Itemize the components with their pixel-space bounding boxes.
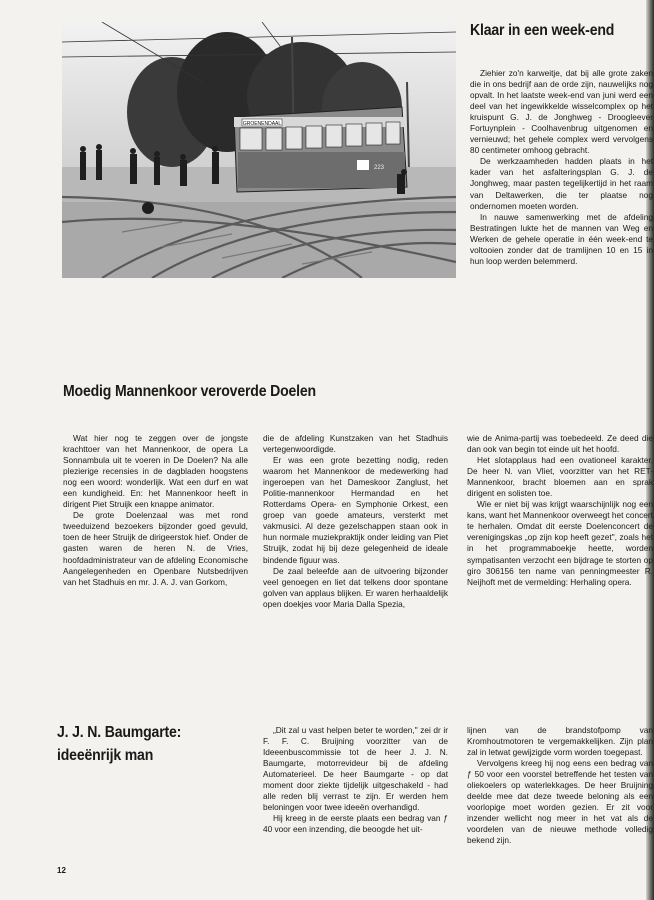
article3-paragraph: Hij kreeg in de eerste plaats een bedrag van ƒ 40 voor een inzending, die beoogde het uit- [263,813,448,835]
page-number: 12 [57,866,66,875]
article3-col1 [263,725,448,835]
article2-paragraph: Het slotapplaus had een ovationeel karakter. De heer N. van Vliet, voorzitter van het RET-Mannenkoor, bracht bloemen aan en sprak dirigent en solisten toe. [467,455,653,499]
article3-paragraph: „Dit zal u vast helpen beter te worden," zei dr ir F. F. C. Bruijning voorzitter van de Ideeenbuscommissie tot de heer J. J. N. Baumgarte, motorrevideur bij de afdeling Automaterieel. De heer Baumgarte - op dat moment door ziekte tijdelijk uitgeschakeld - had alle reden blij verrast te zijn. Er werden hem beloningen voor twee ideeën overhandigd. [263,725,448,813]
article2-paragraph: wie de Anima-partij was toebedeeld. Ze deed die dan ook van begin tot einde uit het hoofd. [467,433,653,455]
article1-title: Klaar in een week-end [470,22,615,39]
tram-photo-image [62,22,456,278]
article2-col2 [263,433,448,610]
tram [234,107,407,192]
article2-title: Moedig Mannenkoor veroverde Doelen [63,383,316,400]
article1-body [470,68,653,267]
article2-paragraph: De grote Doelenzaal was met rond tweeduizend bezoekers bijzonder goed gevuld, toen de heer Struijk de dirigeerstok hief. Onder de gasten waren de heren N. de Vries, hoofdadministrateur van de afdeling Economische Aangelegenheden en Openbare Nutsbedrijven van het Stadhuis en mr. J. A. J. van Gorkom, [63,510,248,587]
tram-number: 223 [374,165,385,171]
article2-col1 [63,433,248,588]
article3-col2 [467,725,653,847]
tram-photo [62,22,456,278]
tram-sign: GROENENDAAL [242,121,282,127]
article2-col3 [467,433,653,588]
article1-paragraph: In nauwe samenwerking met de afdeling Bestratingen lukte het de mannen van Weg en Werken de gehele operatie in één week-end te voltooien zonder dat de tramlijnen 10 en 15 in hun loop werden belemmerd. [470,211,653,266]
article2-paragraph: die de afdeling Kunstzaken van het Stadhuis vertegenwoordigde. [263,433,448,455]
article1-paragraph: De werkzaamheden hadden plaats in het kader van het asfalteringsplan G. J. de Jonghweg, maar pasten tegelijkertijd in het raam van Deltawerken, die ter plaatse nog ondernomen moeten worden. [470,156,653,211]
article2-paragraph: Wat hier nog te zeggen over de jongste krachttoer van het Mannenkoor, de opera La Sonnambula uit te voeren in De Doelen? Na alle plezierige recensies in de dagbladen hoogstens nog een woord: wonderlijk. Wat een durf en wat een kundigheid. En: het Mannenkoor heeft in dirigent Piet Struijk een knappe animator. [63,433,248,510]
article1-paragraph: Ziehier zo'n karweitje, dat bij alle grote zaken die in ons bedrijf aan de orde zijn, nauwelijks nog opvalt. In het laatste week-end van juni werd een deel van het ingewikkelde wisselcomplex op het kruispunt G. J. de Jonghweg - Droogleever Fortuynplein - Coolhavenbrug uitgenomen en vernieuwd; het gehele complex werd vervolgens 80 centimeter omhoog gebracht. [470,68,653,156]
article3-paragraph: Vervolgens kreeg hij nog eens een bedrag van ƒ 50 voor een voorstel betreffende het testen van oliekoelers op waterlekkages. De heer Bruijning deelde mee dat deze tweede beloning als een voorlopige moet worden gezien. Er zit voor inzender wellicht nog meer in het vat als de voordelen van de nieuwe methode volledig bekend zijn. [467,758,653,846]
article2-paragraph: Er was een grote bezetting nodig, reden waarom het Mannenkoor de medewerking had ingeroepen van het Dameskoor Zanglust, het Politie-mannenkoor Hermandad en het Rotterdams Opera- en Symphonie Orkest, een groep van goede amateurs, versterkt met vakmusici. Al deze gezelschappen staan ook in hun normale muziekpraktijk onder leiding van Piet Struijk, zodat hij bij deze gelegenheid de ideale bindende figuur was. [263,455,448,565]
article3-paragraph: lijnen van de brandstofpomp van Kromhoutmotoren te vergemakkelijken. Zijn plan zal in letwat gewijzigde vorm worden toegepast. [467,725,653,758]
article3-title-line2: ideeënrijk man [57,747,154,764]
article2-paragraph: Wie er niet bij was krijgt waarschijnlijk nog een kans, want het Mannenkoor overweegt het concert te herhalen. Omdat dit eerste Doelenconcert de verenigingskas „op zijn kop heeft gezet", zoals het in het programmaboekje heette, worden sympatisanten verzocht een bijdrage te storten op giro 306156 ten name van penningmeester R. Neijhoft met de vermelding: Herhaling opera. [467,499,653,587]
article3-title-line1: J. J. N. Baumgarte: [57,724,182,741]
article2-paragraph: De zaal beleefde aan de uitvoering bijzonder veel genoegen en liet dat telkens door spontane golven van applaus blijken. Er waren herhaaldelijk open doekjes voor Maria Dalla Spezia, [263,565,448,609]
